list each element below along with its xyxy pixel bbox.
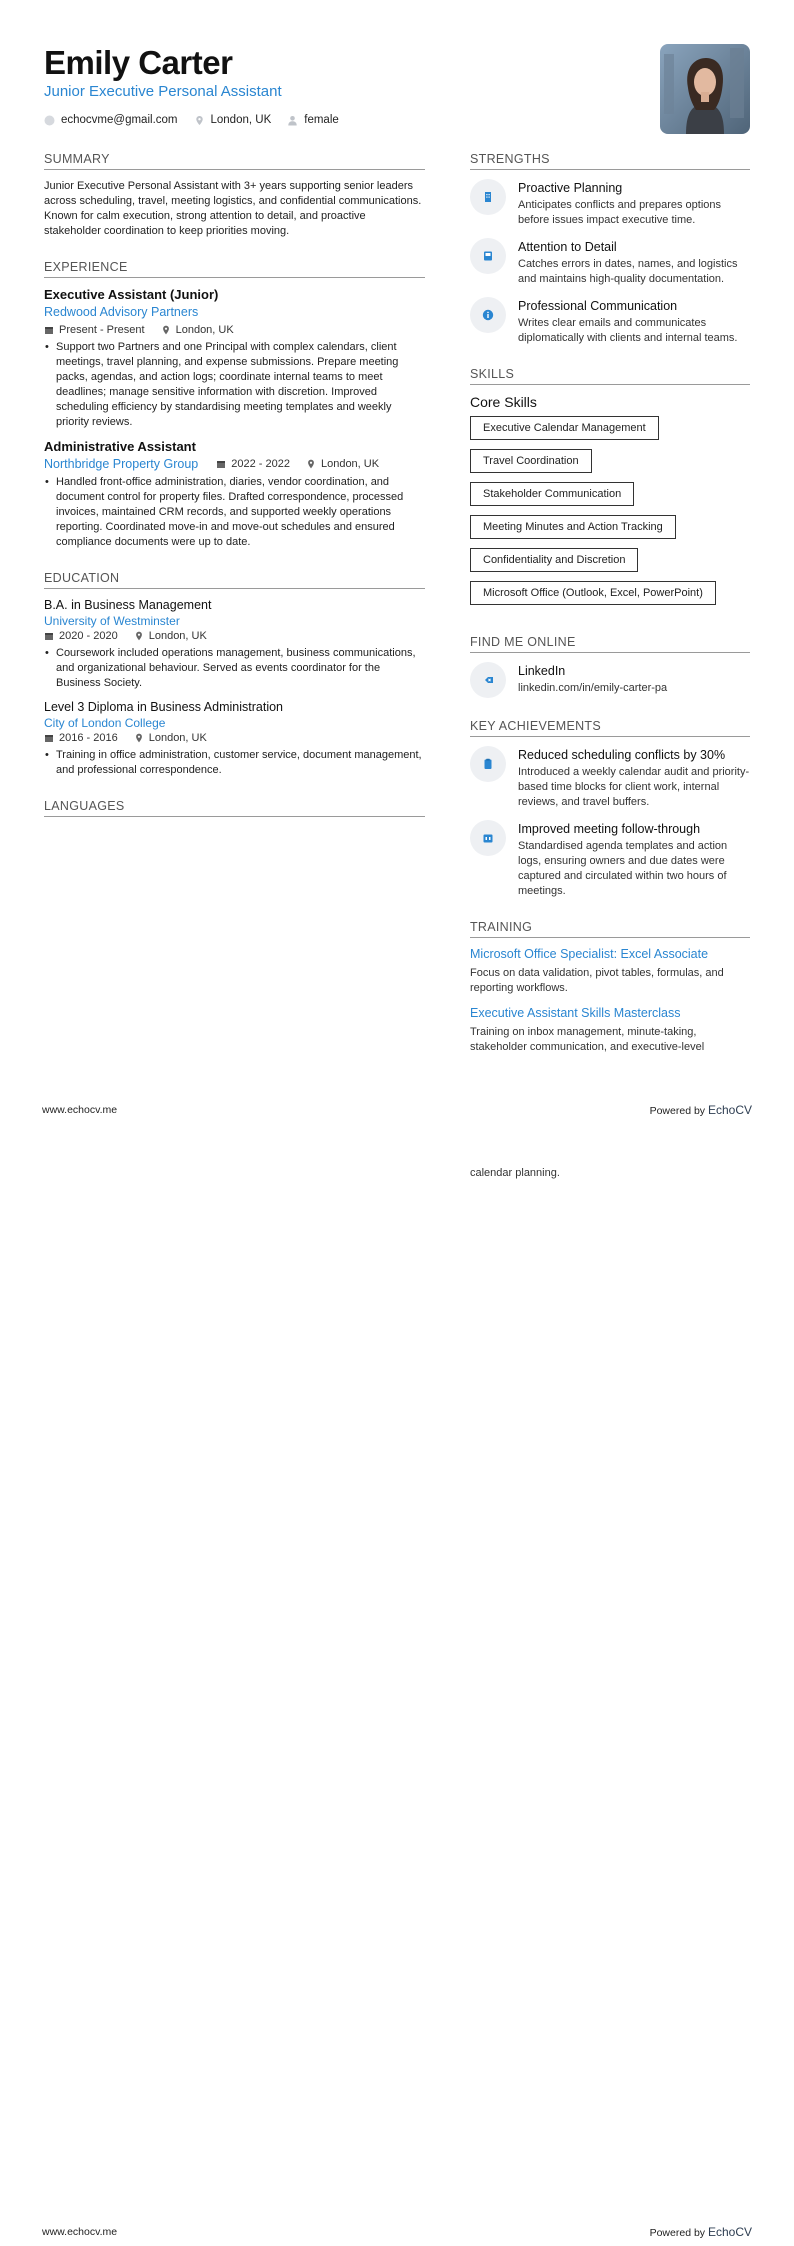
- education-section: [44, 571, 425, 778]
- skill-tag: Microsoft Office (Outlook, Excel, PowerPoint): [470, 581, 716, 605]
- strength-desc: Catches errors in dates, names, and logistics and maintains high-quality documentation.: [518, 258, 738, 285]
- job-entry: [44, 439, 425, 550]
- education-heading: EDUCATION: [44, 571, 425, 589]
- achievement-title: Reduced scheduling conflicts by 30%: [518, 748, 726, 762]
- edu-school: University of Westminster: [44, 614, 180, 628]
- location-pin-icon: [194, 115, 205, 126]
- linkedin-icon: [470, 662, 506, 698]
- contact-row: [44, 114, 604, 126]
- languages-heading: LANGUAGES: [44, 799, 425, 817]
- online-heading: FIND ME ONLINE: [470, 635, 750, 653]
- job-location: London, UK: [306, 458, 379, 470]
- summary-section: [44, 152, 425, 239]
- edu-school: City of London College: [44, 716, 166, 730]
- strength-item: [470, 179, 750, 228]
- job-meta: [44, 457, 425, 471]
- skill-tag: Travel Coordination: [470, 449, 592, 473]
- achievement-title: Improved meeting follow-through: [518, 822, 701, 836]
- job-company: Northbridge Property Group: [44, 457, 199, 471]
- experience-section: [44, 260, 425, 550]
- right-column: [470, 152, 750, 1076]
- skill-tags: [470, 416, 750, 614]
- training-title: Microsoft Office Specialist: Excel Associate: [470, 947, 709, 961]
- contact-email[interactable]: [44, 114, 178, 126]
- candidate-name: Emily Carter: [44, 44, 233, 81]
- training-section: [470, 920, 750, 1055]
- skills-heading: SKILLS: [470, 367, 750, 385]
- strength-item: [470, 238, 750, 287]
- edu-meta: [44, 732, 425, 744]
- summary-heading: SUMMARY: [44, 152, 425, 170]
- person-icon: [287, 115, 298, 126]
- footer-powered: Powered by EchoCV: [649, 2225, 752, 2239]
- job-bullet: • Handled front-office administration, diaries, vendor coordination, and document control for property files. Drafted correspondence, processed invoices, maintained CRM records, and supported weekly operations reporting. Coordinated move-in and move-out schedules and ensured compliance documents were up to date.: [44, 475, 425, 550]
- strength-desc: Writes clear emails and communicates diplomatically with clients and internal teams.: [518, 317, 738, 344]
- skill-tag: Executive Calendar Management: [470, 416, 659, 440]
- achievement-desc: Introduced a weekly calendar audit and priority-based time blocks for client work, internal reviews, and travel buffers.: [518, 766, 750, 808]
- achievements-section: [470, 719, 750, 899]
- edu-bullet: • Training in office administration, customer service, document management, and professional correspondence.: [44, 748, 425, 778]
- location-pin-icon: [161, 325, 171, 335]
- online-section: [470, 635, 750, 698]
- strength-item: [470, 297, 750, 346]
- job-bullets: [44, 340, 425, 430]
- footer-site[interactable]: www.echocv.me: [42, 1104, 118, 1116]
- edu-location: London, UK: [134, 630, 207, 642]
- job-title: Administrative Assistant: [44, 439, 196, 454]
- training-desc: Focus on data validation, pivot tables, formulas, and reporting workflows.: [470, 967, 724, 994]
- book-icon: [470, 238, 506, 274]
- skills-section: [470, 367, 750, 614]
- profile-photo: [660, 44, 750, 134]
- clipboard-icon: [470, 746, 506, 782]
- achievement-item: [470, 746, 750, 810]
- left-column: [44, 152, 425, 838]
- candidate-title: Junior Executive Personal Assistant: [44, 83, 282, 100]
- footer-powered: Powered by EchoCV: [649, 1103, 752, 1117]
- achievement-item: [470, 820, 750, 899]
- footer-brand[interactable]: EchoCV: [707, 1103, 752, 1117]
- job-company: Redwood Advisory Partners: [44, 305, 199, 319]
- languages-section: [44, 799, 425, 817]
- skills-group-title: Core Skills: [470, 394, 537, 410]
- location-pin-icon: [134, 733, 144, 743]
- edu-bullet: • Coursework included operations management, business communications, and organizational behaviour. Served as events coordinator for the Business Society.: [44, 646, 425, 691]
- calendar-icon: [44, 325, 54, 335]
- training-title: Executive Assistant Skills Masterclass: [470, 1006, 681, 1020]
- footer-brand[interactable]: EchoCV: [707, 2225, 752, 2239]
- page-footer: [42, 2225, 752, 2239]
- job-meta: [44, 324, 425, 336]
- strength-title: Attention to Detail: [518, 240, 617, 254]
- page-footer: [42, 1103, 752, 1117]
- email-icon: [44, 115, 55, 126]
- online-network: LinkedIn: [518, 664, 566, 678]
- edu-dates: 2016 - 2016: [44, 732, 118, 744]
- calendar-icon: [44, 631, 54, 641]
- job-bullet: • Support two Partners and one Principal with complex calendars, client meetings, travel planning, and expense submissions. Prepare meeting packs, agendas, and action logs; coordinate internal teams to meet deadlines; manage sensitive information with discretion. Improved scheduling efficiency by standardising meeting templates and weekly priority reviews.: [44, 340, 425, 430]
- job-dates: Present - Present: [44, 324, 145, 336]
- footer-site[interactable]: www.echocv.me: [42, 2226, 118, 2238]
- job-entry: [44, 287, 425, 430]
- edu-degree: Level 3 Diploma in Business Administration: [44, 700, 284, 714]
- location-pin-icon: [306, 459, 316, 469]
- job-dates: 2022 - 2022: [216, 458, 290, 470]
- strength-desc: Anticipates conflicts and prepares options before issues impact executive time.: [518, 199, 722, 226]
- email-text: echocvme@gmail.com: [61, 114, 178, 126]
- achievements-heading: KEY ACHIEVEMENTS: [470, 719, 750, 737]
- edu-degree: B.A. in Business Management: [44, 598, 212, 612]
- skill-tag: Meeting Minutes and Action Tracking: [470, 515, 676, 539]
- building-icon: [470, 179, 506, 215]
- job-title: Executive Assistant (Junior): [44, 287, 219, 302]
- edu-dates: 2020 - 2020: [44, 630, 118, 642]
- resume-header: [44, 44, 604, 126]
- contact-location: [194, 114, 272, 126]
- training-heading: TRAINING: [470, 920, 750, 938]
- calendar-icon: [44, 733, 54, 743]
- calendar-icon: [470, 820, 506, 856]
- location-pin-icon: [134, 631, 144, 641]
- edu-bullets: [44, 646, 425, 691]
- calendar-icon: [216, 459, 226, 469]
- gender-text: female: [304, 114, 339, 126]
- experience-heading: EXPERIENCE: [44, 260, 425, 278]
- online-url[interactable]: linkedin.com/in/emily-carter-pa: [518, 682, 668, 694]
- achievement-desc: Standardised agenda templates and action logs, ensuring owners and due dates were captured and circulated within two hours of meetings.: [518, 840, 728, 897]
- strength-title: Proactive Planning: [518, 181, 623, 195]
- online-link[interactable]: [470, 662, 750, 698]
- edu-meta: [44, 630, 425, 642]
- training-desc-continued: calendar planning.: [470, 1167, 560, 1179]
- strengths-heading: STRENGTHS: [470, 152, 750, 170]
- strength-title: Professional Communication: [518, 299, 678, 313]
- info-circle-icon: [470, 297, 506, 333]
- edu-bullets: [44, 748, 425, 778]
- skill-tag: Confidentiality and Discretion: [470, 548, 638, 572]
- education-entry: [44, 598, 425, 691]
- training-desc: Training on inbox management, minute-taking, stakeholder communication, and executive-level: [470, 1026, 705, 1053]
- edu-location: London, UK: [134, 732, 207, 744]
- contact-gender: [287, 114, 339, 126]
- job-location: London, UK: [161, 324, 234, 336]
- summary-text: Junior Executive Personal Assistant with 3+ years supporting senior leaders across scheduling, travel, meeting logistics, and confidential communications. Known for calm execution, strong attention to detail, and proactive stakeholder coordination to keep priorities moving.: [44, 180, 422, 237]
- skill-tag: Stakeholder Communication: [470, 482, 634, 506]
- location-text: London, UK: [210, 114, 272, 126]
- job-bullets: [44, 475, 425, 550]
- strengths-section: [470, 152, 750, 346]
- education-entry: [44, 700, 425, 778]
